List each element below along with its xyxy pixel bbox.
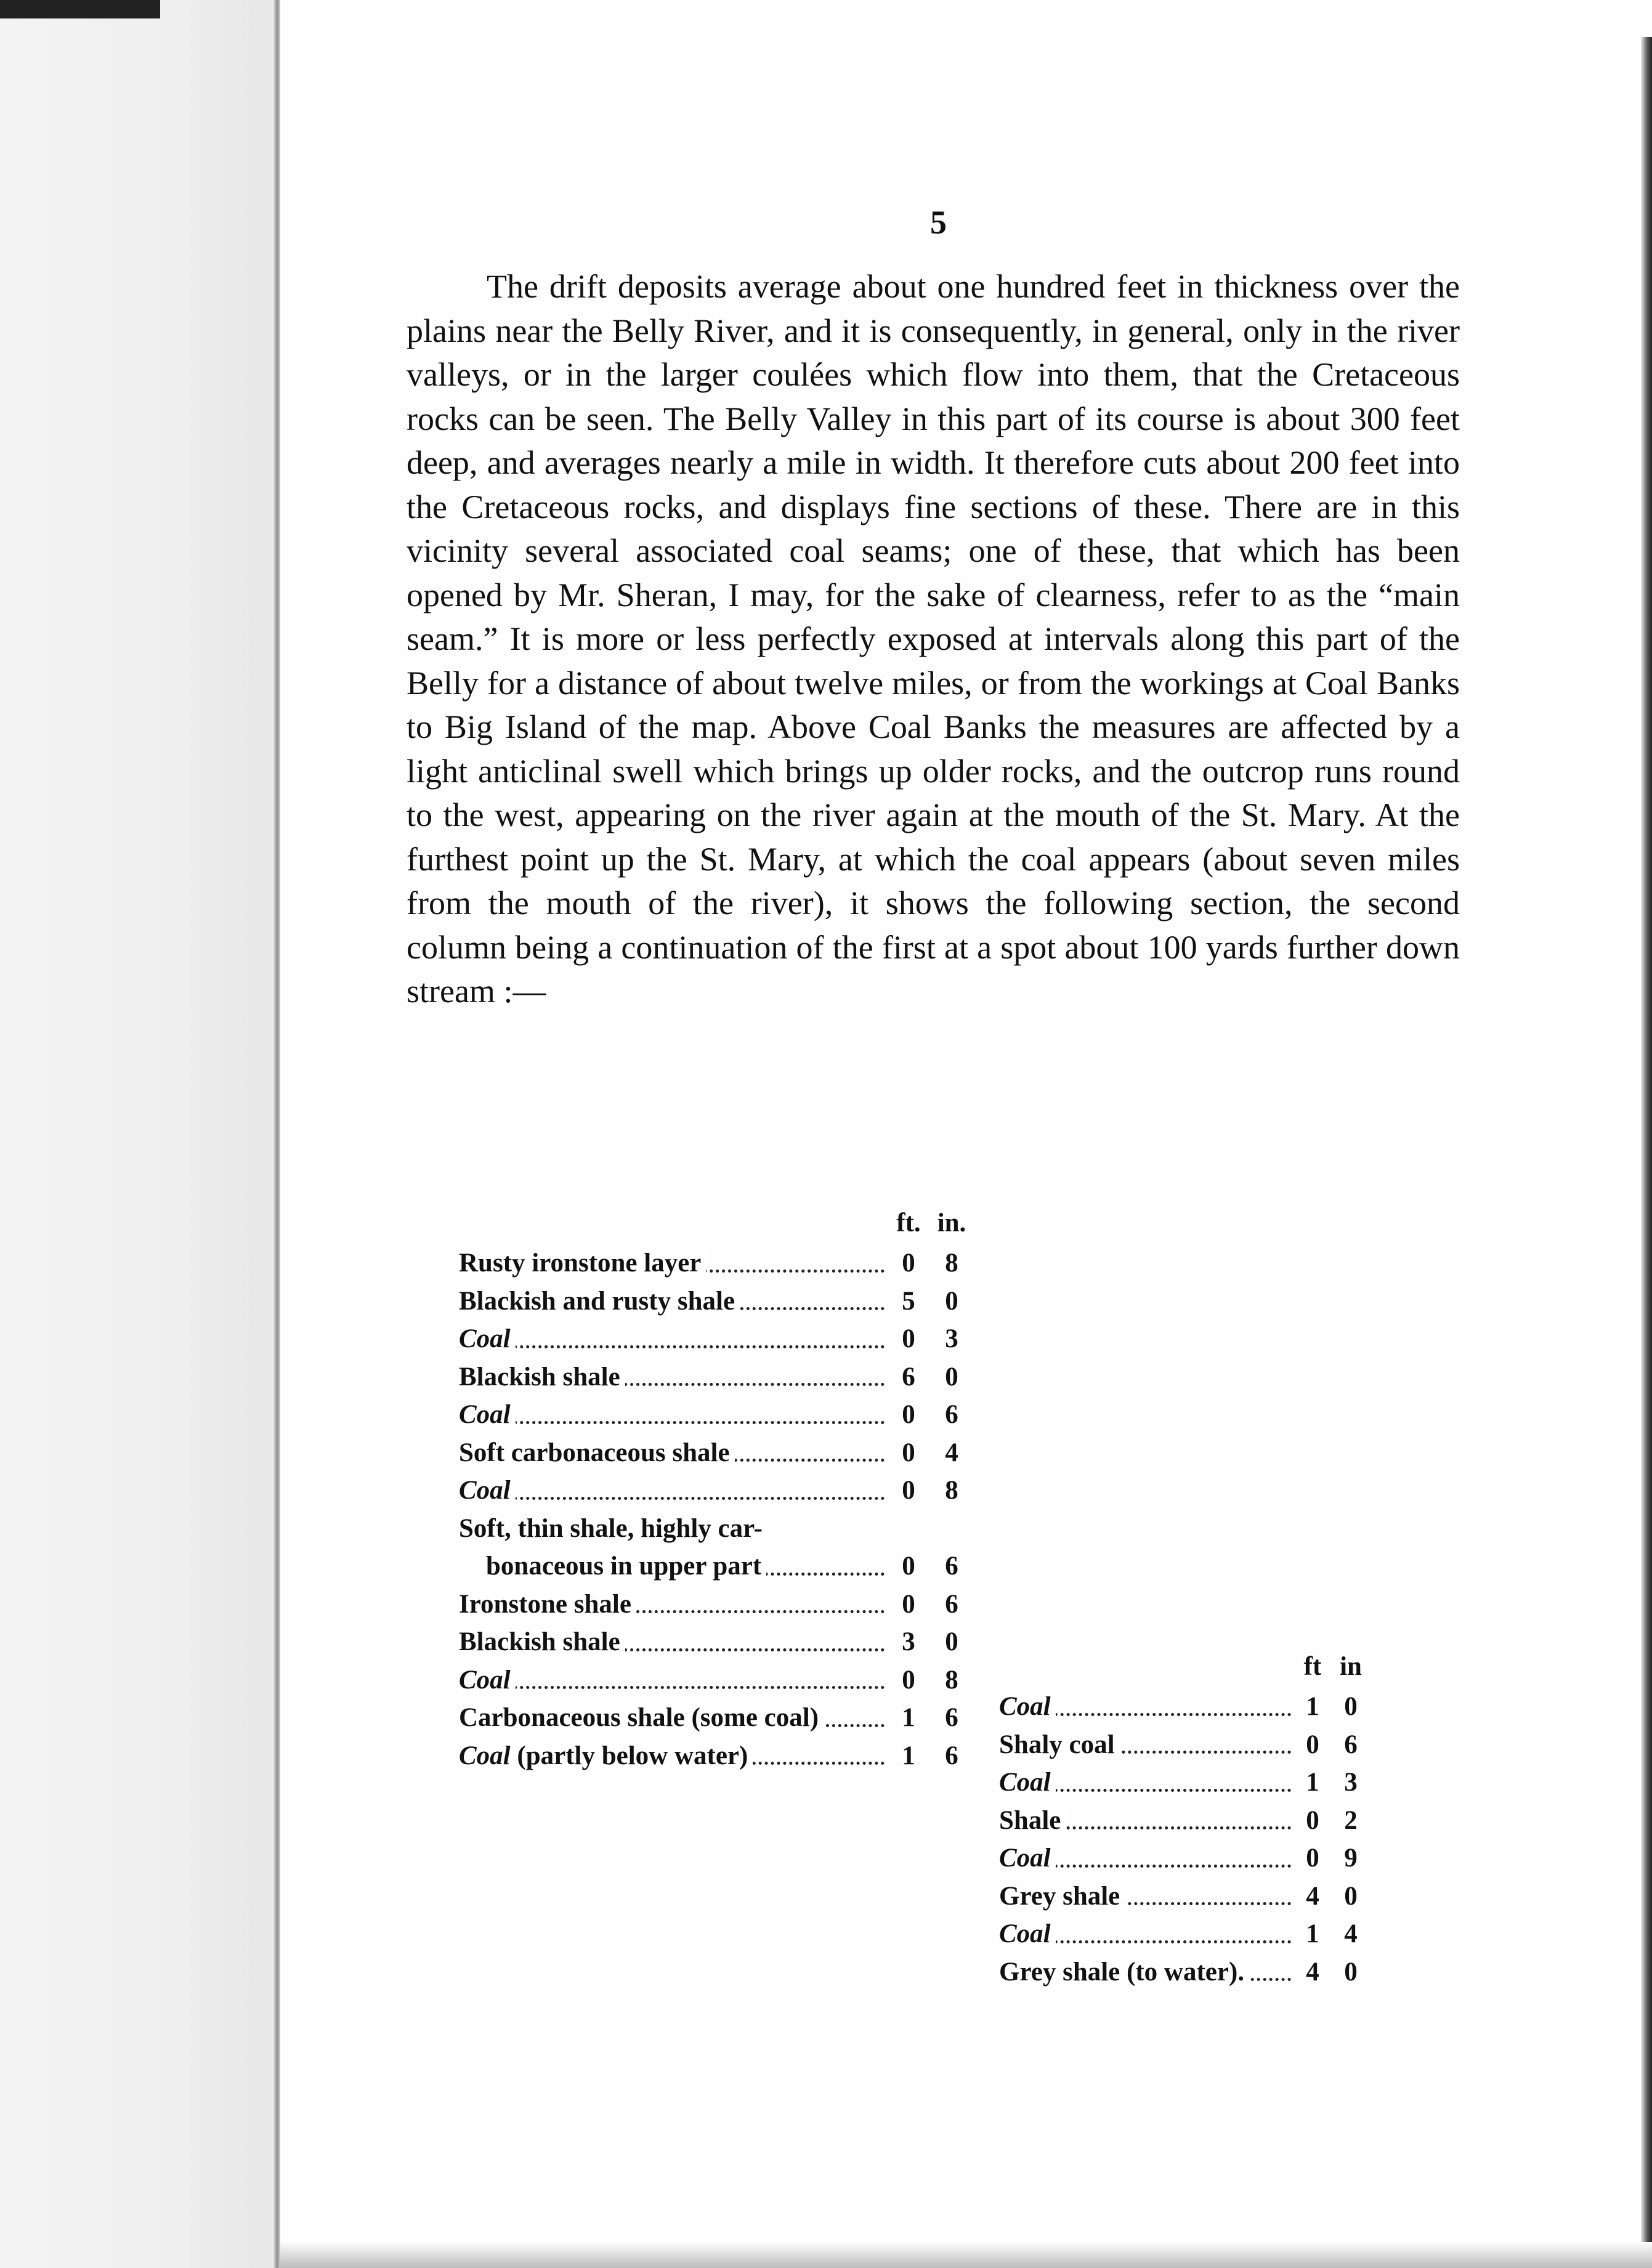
table-row: [459, 1699, 973, 1737]
thickness-feet: 0: [902, 1589, 915, 1619]
layer-name: [999, 1877, 1294, 1916]
thickness-inches: 0: [1344, 1957, 1358, 1987]
thickness-feet: 1: [902, 1703, 915, 1733]
thickness-feet: 1: [1306, 1919, 1319, 1949]
layer-label: Coal: [459, 1741, 511, 1770]
table-row: [459, 1510, 973, 1548]
thickness-feet: 3: [902, 1627, 915, 1657]
layer-label: bonaceous in upper part: [459, 1552, 766, 1581]
layer-label: Coal: [999, 1844, 1056, 1873]
layer-label: Grey shale (to water).: [999, 1958, 1249, 1987]
thickness-inches: 0: [1344, 1881, 1358, 1911]
layer-name: [459, 1282, 887, 1321]
thickness-feet: 1: [902, 1741, 915, 1770]
layer-name: [999, 1726, 1294, 1764]
layer-label: Coal: [999, 1919, 1056, 1948]
body-paragraph: The drift deposits average about one hundred feet in thickness over the plains near the Belly River, and it is consequently, in general, only in the river valleys, or in the larger coulées which flow into them, that the Cretaceous rocks can be seen. The Belly Valley in this part of its course is about 300 feet deep, and averages nearly a mile in width. It therefore cuts about 200 feet into the Cretaceous rocks, and displays fine sections of these. There are in this vicinity several associated coal seams; one of these, that which has been opened by Mr. Sheran, I may, for the sake of clearness, refer to as the “main seam.” It is more or less perfectly exposed at intervals along this part of the Belly for a distance of about twelve miles, or from the workings at Coal Banks to Big Island of the map. Above Coal Banks the measures are affected by a light anticlinal swell which brings up older rocks, and the outcrop runs round to the west, appearing on the river again at the mouth of the St. Mary. At the furthest point up the St. Mary, at which the coal appears (about seven miles from the mouth of the river), it shows the following section, the second column being a continuation of the first at a spot about 100 yards further down stream :—: [407, 268, 1460, 1010]
table-row: [459, 1737, 973, 1775]
dot-leader: [459, 1421, 885, 1424]
layer-name: [459, 1623, 887, 1661]
thickness-inches: 0: [1344, 1692, 1358, 1722]
table-row: [459, 1661, 973, 1699]
thickness-feet: 0: [902, 1249, 915, 1278]
layer-name: [459, 1396, 887, 1434]
thickness-inches: 8: [945, 1249, 958, 1278]
thickness-inches: 0: [945, 1286, 958, 1316]
table-row: [459, 1320, 973, 1358]
thickness-feet: 1: [1306, 1768, 1319, 1797]
table-row: [459, 1358, 973, 1396]
header-in: in.: [937, 1208, 966, 1237]
facing-page-margin: [0, 0, 283, 2268]
layer-label: Soft, thin shale, highly car-: [459, 1514, 767, 1543]
dot-leader: [459, 1497, 885, 1500]
dot-leader: [459, 1686, 885, 1689]
thickness-inches: 6: [945, 1741, 958, 1770]
table-header-row: [999, 1645, 1370, 1688]
thickness-feet: 4: [1306, 1881, 1319, 1911]
thickness-feet: 0: [902, 1438, 915, 1467]
thickness-inches: 9: [1344, 1844, 1358, 1873]
layer-name: [459, 1737, 887, 1775]
layer-label: Shaly coal: [999, 1730, 1120, 1759]
layer-label: Soft carbonaceous shale: [459, 1438, 735, 1467]
table-row: [999, 1764, 1370, 1802]
header-in: in: [1340, 1651, 1362, 1681]
table-row: [459, 1396, 973, 1434]
thickness-inches: 6: [945, 1589, 958, 1619]
thickness-inches: 2: [1344, 1805, 1358, 1835]
table-row: [459, 1547, 973, 1586]
layer-label: Coal: [999, 1768, 1056, 1797]
layer-name: [459, 1320, 887, 1358]
thickness-feet: 4: [1306, 1957, 1319, 1987]
thickness-inches: 3: [945, 1324, 958, 1354]
layer-name: [459, 1244, 887, 1282]
table-row: [999, 1802, 1370, 1840]
table-row: [999, 1953, 1370, 1991]
layer-label: Blackish shale: [459, 1627, 625, 1656]
layer-label: Blackish shale: [459, 1363, 625, 1391]
table-row: [999, 1688, 1370, 1726]
thickness-inches: 6: [945, 1703, 958, 1733]
layer-label: Rusty ironstone layer: [459, 1249, 706, 1278]
table-header-spacer: [999, 1645, 1294, 1688]
thickness-feet: 0: [902, 1324, 915, 1354]
layer-label: Coal: [999, 1692, 1056, 1721]
thickness-inches: 6: [945, 1552, 958, 1581]
table-row: [459, 1244, 973, 1282]
scan-top-bar: [0, 0, 160, 18]
layer-label: Shale: [999, 1806, 1066, 1835]
thickness-feet: 0: [902, 1476, 915, 1505]
thickness-feet: 5: [902, 1286, 915, 1316]
table-row: [459, 1282, 973, 1321]
layer-name: [999, 1915, 1294, 1953]
table-row: [999, 1877, 1370, 1916]
page-gutter-edge: [274, 0, 280, 2268]
thickness-feet: 0: [1306, 1730, 1319, 1759]
layer-name: [459, 1510, 887, 1548]
thickness-inches: 3: [1344, 1768, 1358, 1797]
thickness-inches: [930, 1510, 973, 1548]
table-row: [999, 1915, 1370, 1953]
layer-name: [459, 1434, 887, 1472]
layer-name: [999, 1688, 1294, 1726]
thickness-inches: 8: [945, 1665, 958, 1695]
layer-name: [999, 1764, 1294, 1802]
layer-name: [459, 1661, 887, 1699]
layer-label: Blackish and rusty shale: [459, 1287, 740, 1316]
layer-label: Coal: [459, 1666, 516, 1695]
layer-name: [999, 1953, 1294, 1991]
thickness-inches: 0: [945, 1627, 958, 1657]
thickness-inches: 8: [945, 1476, 958, 1505]
layer-name: [459, 1699, 887, 1737]
thickness-feet: 0: [902, 1552, 915, 1581]
table-row: [459, 1623, 973, 1661]
table-row: [459, 1472, 973, 1510]
thickness-feet: 0: [902, 1400, 915, 1430]
thickness-inches: 6: [1344, 1730, 1358, 1759]
thickness-feet: 6: [902, 1362, 915, 1391]
header-ft: ft.: [896, 1208, 921, 1237]
thickness-inches: 4: [1344, 1919, 1358, 1949]
dot-leader: [459, 1345, 885, 1348]
layer-name: [459, 1472, 887, 1510]
thickness-feet: 0: [1306, 1805, 1319, 1835]
section-table-second-column: [999, 1645, 1370, 1991]
header-ft: ft: [1303, 1651, 1322, 1681]
layer-label: Coal: [459, 1400, 516, 1429]
layer-name: [459, 1586, 887, 1624]
thickness-feet: 0: [1306, 1844, 1319, 1873]
page-number: 5: [930, 204, 947, 241]
layer-label: Coal: [459, 1324, 516, 1353]
layer-label-suffix: (partly below water): [511, 1741, 753, 1770]
thickness-feet: 0: [902, 1665, 915, 1695]
table-header-spacer: [459, 1201, 887, 1244]
thickness-inches: 4: [945, 1438, 958, 1467]
page-bottom-edge: [280, 2243, 1652, 2268]
layer-name: [459, 1358, 887, 1396]
page-right-edge: [1641, 37, 1652, 2242]
thickness-feet: 1: [1306, 1692, 1319, 1722]
layer-label: Carbonaceous shale (some coal): [459, 1703, 824, 1732]
layer-label: Ironstone shale: [459, 1590, 636, 1619]
table-header-row: [459, 1201, 973, 1244]
table-row: [459, 1586, 973, 1624]
table-row: [459, 1434, 973, 1472]
thickness-feet: [887, 1510, 930, 1548]
thickness-inches: 6: [945, 1400, 958, 1430]
layer-label: Coal: [459, 1476, 516, 1505]
layer-name: [459, 1547, 887, 1586]
thickness-inches: 0: [945, 1362, 958, 1391]
table-row: [999, 1726, 1370, 1764]
layer-name: [999, 1839, 1294, 1877]
layer-name: [999, 1802, 1294, 1840]
section-table-first-column: [459, 1201, 973, 1775]
table-row: [999, 1839, 1370, 1877]
layer-label: Grey shale: [999, 1882, 1125, 1911]
